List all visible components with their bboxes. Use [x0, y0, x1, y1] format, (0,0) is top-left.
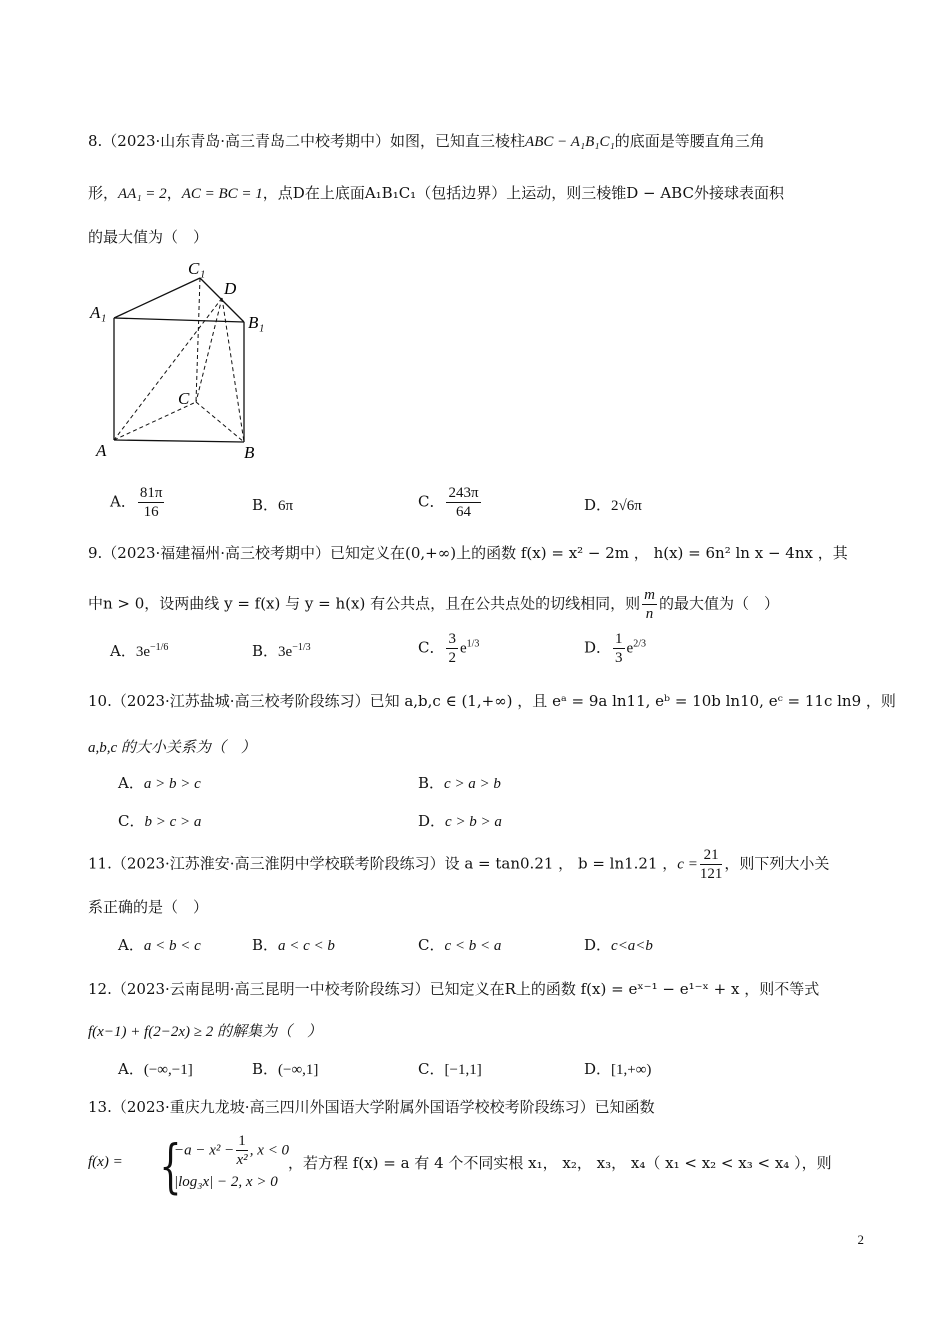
q9-option-a[interactable]: A．$3e^{-1/6}$	[110, 642, 169, 660]
label-c1: C₁	[188, 259, 206, 278]
q10-option-b[interactable]: B．c > a > b	[418, 774, 501, 792]
page-number: 2	[857, 1232, 864, 1247]
q13-fx-label: f(x) =	[88, 1154, 123, 1170]
label-c: C	[178, 389, 190, 408]
q12-line1: 12.（2023·云南昆明·高三昆明一中校考阶段练习）已知定义在R上的函数 f(x) = eˣ⁻¹ − e¹⁻ˣ + x ，则不等式	[88, 980, 820, 998]
prism-figure	[88, 256, 288, 466]
q13-line1: 13.（2023·重庆九龙坡·高三四川外国语大学附属外国语学校校考阶段练习）已知函数	[88, 1098, 655, 1116]
q8-option-b[interactable]: B．6π	[252, 496, 294, 514]
q13-case1: −a − x² − $\frac{1}{\text{x²}}$ , x < 0	[174, 1133, 290, 1168]
q13-tail: ，若方程 f(x) = a 有 4 个不同实根 x₁， x₂， x₃， x₄（ x₁ < x₂ < x₃ < x₄ ），则	[288, 1154, 832, 1172]
q11-option-b[interactable]: B．a < c < b	[252, 936, 335, 954]
q8-option-c[interactable]: C． $\frac{243\pi}{64}$	[418, 485, 479, 520]
q8-line3: 的最大值为（ ）	[88, 228, 209, 246]
q8-line2: 形，AA₁ = 2，AC = BC = 1，点D在上底面A₁B₁C₁（包括边界）上运动，则三棱锥D − ABC外接球表面积	[88, 184, 784, 202]
q9-line2: 中n > 0，设两曲线 y = f(x) 与 y = h(x) 有公共点，且在公共点处的切线相同，则 $\frac{m}{n}$ 的最大值为（ ）	[88, 587, 779, 622]
q11-line1: 11.（2023·江苏淮安·高三淮阴中学校联考阶段练习）设 a = tan0.21 ， b = ln1.21 ，c = $\frac{21}{121}$ ，则下列大小关	[88, 847, 830, 882]
q8-line1: 8.（2023·山东青岛·高三青岛二中校考期中）如图，已知直三棱柱ABC − A₁B₁C₁的底面是等腰直角三角	[88, 132, 765, 150]
label-b: B	[244, 443, 255, 462]
q9-option-c[interactable]: C． $\frac{3}{2}$ $e^{1/3}$	[418, 631, 480, 666]
q9-option-b[interactable]: B．$3e^{-1/3}$	[252, 642, 311, 660]
label-a1: A₁	[90, 303, 107, 322]
q12-option-a[interactable]: A．(−∞,−1]	[118, 1060, 193, 1078]
q8-option-d[interactable]: D．2√6π	[584, 496, 642, 514]
q8-option-a[interactable]: A． $\frac{81\pi}{16}$	[110, 485, 163, 520]
q11-option-d[interactable]: D．c<a<b	[584, 936, 653, 954]
q10-option-d[interactable]: D．c > b > a	[418, 812, 502, 830]
q9-line1: 9.（2023·福建福州·高三校考期中）已知定义在(0,+∞)上的函数 f(x) = x² − 2m ， h(x) = 6n² ln x − 4nx ，其	[88, 544, 848, 562]
q11-option-a[interactable]: A．a < b < c	[118, 936, 201, 954]
q13-case2: |log₃x| − 2, x > 0	[174, 1174, 278, 1190]
q11-line2: 系正确的是（ ）	[88, 898, 209, 916]
q12-option-b[interactable]: B．(−∞,1]	[252, 1060, 319, 1078]
q10-line2: a,b,c 的大小关系为（ ）	[88, 740, 256, 756]
q11-option-c[interactable]: C．c < b < a	[418, 936, 502, 954]
label-b1: B₁	[248, 313, 265, 332]
label-d: D	[224, 279, 237, 298]
q13-brace: {	[159, 1132, 182, 1200]
q9-option-d[interactable]: D． $\frac{1}{3}$ $e^{2/3}$	[584, 631, 646, 666]
q10-option-a[interactable]: A．a > b > c	[118, 774, 201, 792]
q12-line2: f(x−1) + f(2−2x) ≥ 2 的解集为（ ）	[88, 1024, 322, 1040]
q12-option-c[interactable]: C．[−1,1]	[418, 1060, 482, 1078]
label-a: A	[96, 441, 107, 460]
q12-option-d[interactable]: D．[1,+∞)	[584, 1060, 652, 1078]
q10-line1: 10.（2023·江苏盐城·高三校考阶段练习）已知 a,b,c ∈ (1,+∞) ，且 eᵃ = 9a ln11, eᵇ = 10b ln10, eᶜ = 11c ln9 ，则	[88, 692, 896, 710]
q10-option-c[interactable]: C．b > c > a	[118, 812, 202, 830]
